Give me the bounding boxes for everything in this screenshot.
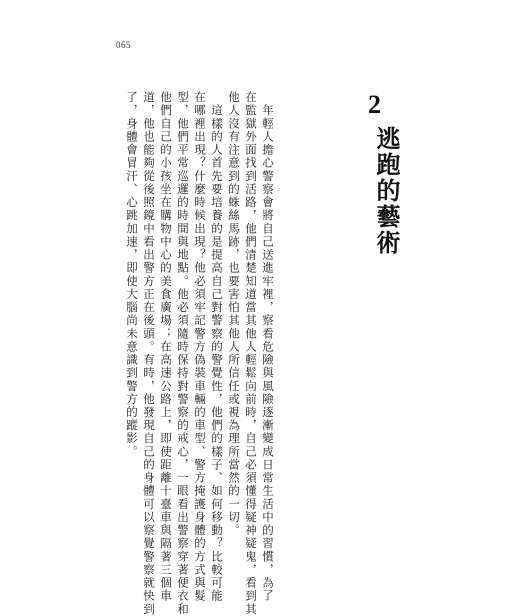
page-number: 065	[116, 40, 131, 50]
paragraph-line: 年輕人擔心警察會將自己送進牢裡，察看危險與風險逐漸變成日常生活中的習慣，為了	[261, 91, 275, 603]
chapter-title: 逃跑的藝術	[372, 126, 401, 256]
paragraph-line: 了，身體會冒汗、心跳加速，即使大腦尚未意識到警方的蹤影。	[125, 91, 139, 459]
paragraph-line: 型，他們平常巡邏的時間與地點。他必須隨時保持對警察的戒心，一眼看出警察穿著便衣和	[176, 91, 190, 616]
paragraph-line: 在監獄外面找到活路，他們清楚知道當其他人輕鬆向前時，自己必須懂得疑神疑鬼，看到其	[244, 91, 258, 616]
paragraph-line: 這樣的人首先要培養的是提高自己對警察的警覺性，他們的樣子、如何移動？比較可能	[210, 91, 224, 603]
paragraph-line: 他人沒有注意到的蛛絲馬跡，也要害怕其他人所信任或視為理所當然的一切。	[227, 91, 241, 538]
paragraph-line: 道，他也能夠從後照鏡中看出警方正在後頭。有時，他發現自己的身體可以察覺警察就快到	[142, 91, 156, 616]
paragraph-line: 他們自己的小孩坐在購物中心的美食廣場；在高速公路上，即使距離十臺車與隔著三個車	[159, 91, 173, 603]
chapter-number: 2	[368, 90, 381, 119]
paragraph-line: 在哪裡出現？什麼時候出現？他必須牢記警方偽裝車輛的車型、警方掩護身體的方式與髮	[193, 91, 207, 603]
